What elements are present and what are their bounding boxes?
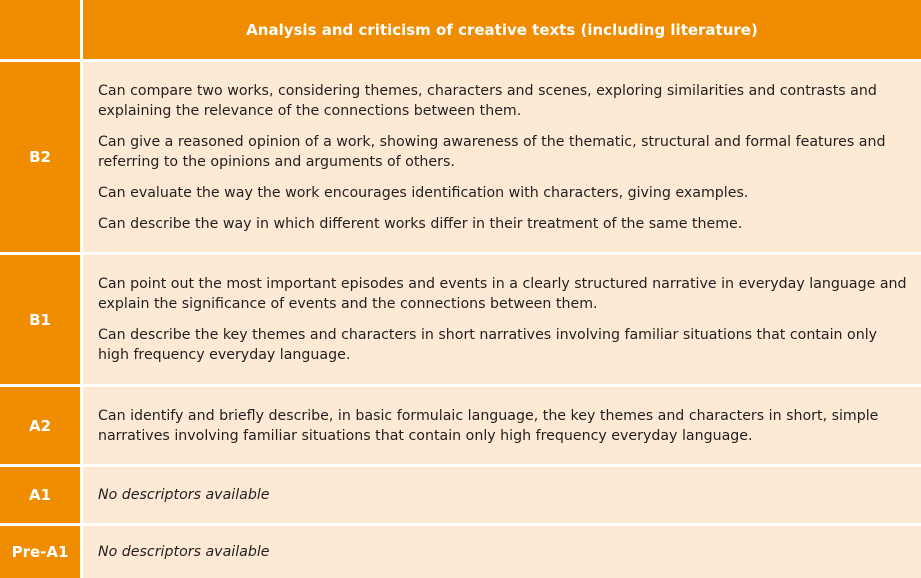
descriptor-cell xyxy=(83,255,921,384)
table-row-b2 xyxy=(0,62,921,252)
descriptor-text: Can describe the way in which different works differ in their treatment of the same theme. xyxy=(98,215,743,232)
level-label: Pre-A1 xyxy=(0,526,80,578)
table-row-a2 xyxy=(0,387,921,464)
level-label: A1 xyxy=(0,467,80,523)
level-label: B1 xyxy=(0,255,80,384)
table-title: Analysis and criticism of creative texts (including literature) xyxy=(83,0,921,59)
descriptor-cell xyxy=(83,62,921,252)
descriptor-cell xyxy=(83,526,921,578)
descriptor-text: Can identify and briefly describe, in basic formulaic language, the key themes and characters in short, simple narratives involving familiar situations that contain only high frequency everyday language. xyxy=(98,407,879,444)
level-label: A2 xyxy=(0,387,80,464)
descriptor-text: Can describe the key themes and characters in short narratives involving familiar situations that contain only high frequency everyday language. xyxy=(98,327,878,363)
descriptor-text: Can compare two works, considering themes, characters and scenes, exploring similarities and contrasts and explaining the relevance of the connections between them. xyxy=(98,82,877,119)
descriptor-text: No descriptors available xyxy=(98,544,270,560)
descriptor-text: No descriptors available xyxy=(98,487,270,503)
descriptor-text: Can point out the most important episodes and events in a clearly structured narrative in everyday language and explain the significance of events and the connections between them. xyxy=(98,276,907,312)
descriptor-cell xyxy=(83,387,921,464)
table-row-b1 xyxy=(0,255,921,384)
table-row-pre-a1 xyxy=(0,526,921,578)
table-row-a1 xyxy=(0,467,921,523)
descriptor-text: Can give a reasoned opinion of a work, showing awareness of the thematic, structural and formal features and referring to the opinions and arguments of others. xyxy=(98,133,886,170)
descriptor-cell xyxy=(83,467,921,523)
header-row xyxy=(0,0,921,59)
descriptor-text: Can evaluate the way the work encourages identification with characters, giving examples. xyxy=(98,184,749,201)
header-corner-cell xyxy=(0,0,80,59)
level-label: B2 xyxy=(0,62,80,252)
